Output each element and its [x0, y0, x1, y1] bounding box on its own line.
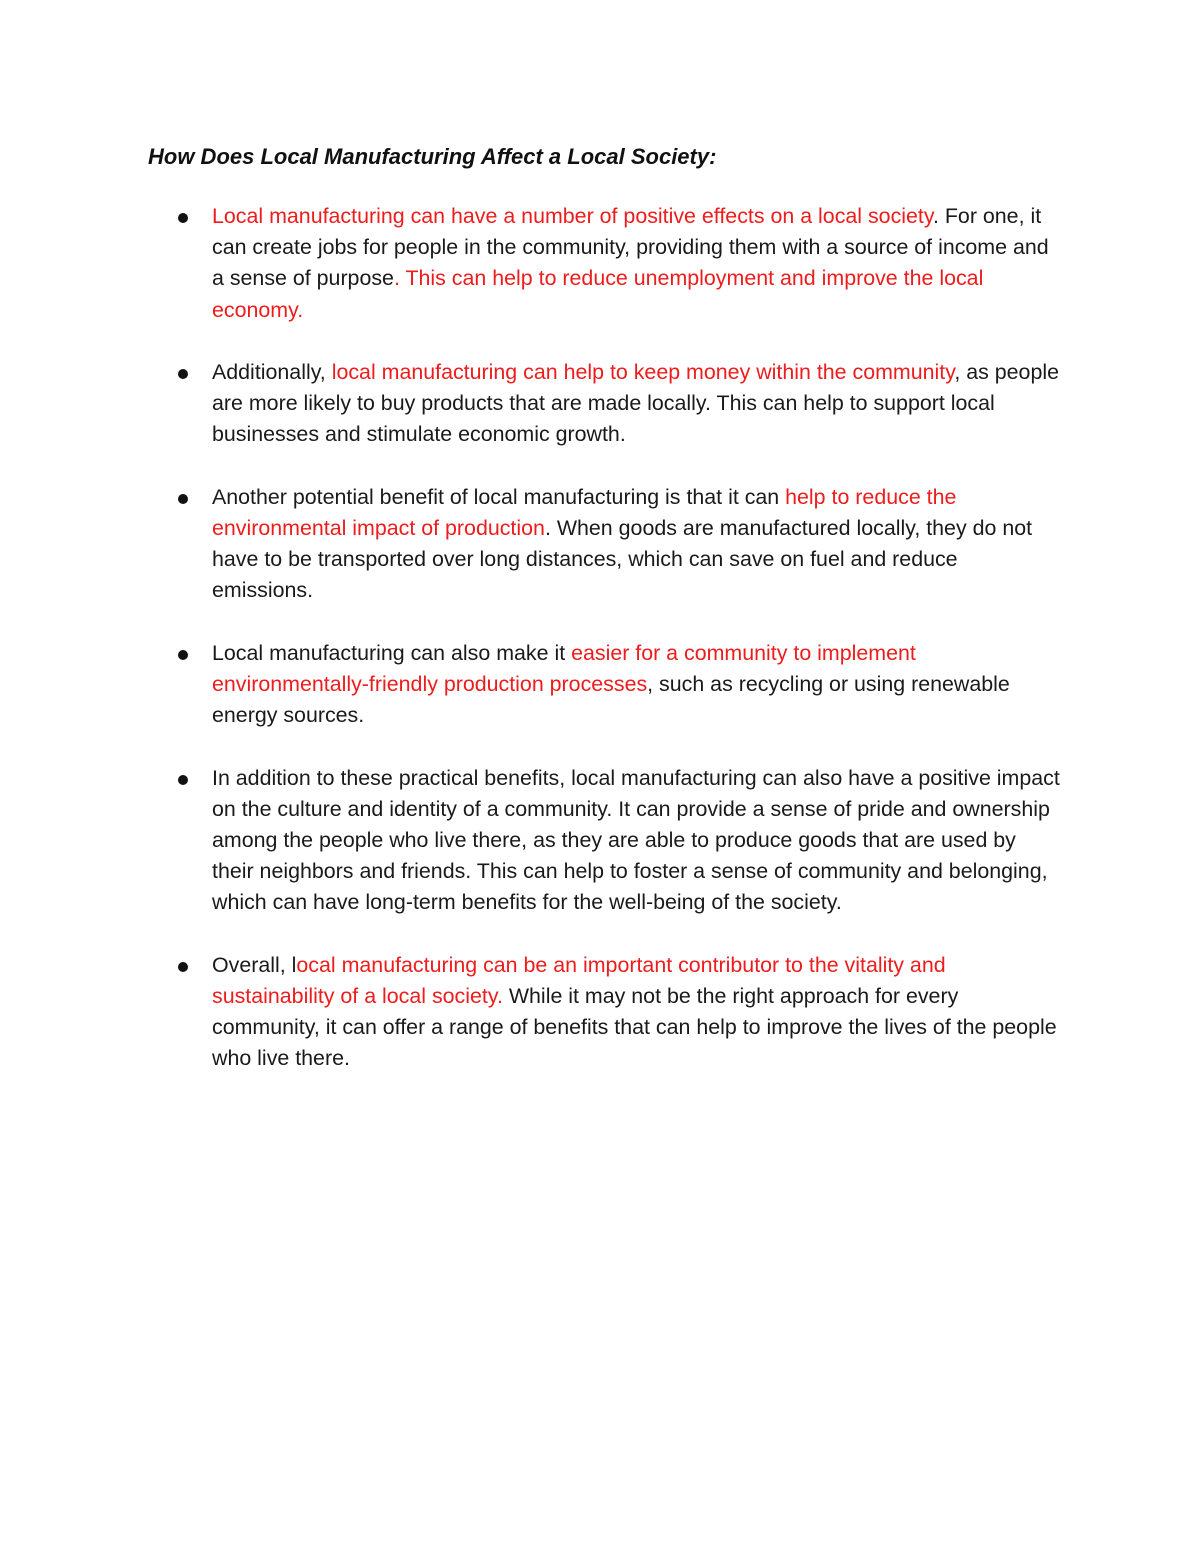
- document-title: How Does Local Manufacturing Affect a Local Society:: [148, 144, 717, 169]
- bullet-item-5: [170, 763, 1070, 919]
- bullet-text-segment: Overall, l: [212, 952, 297, 977]
- bullet-text: [212, 950, 1062, 1075]
- bullet-text: [212, 357, 1062, 451]
- bullet-text-segment: ocal manufacturing can be an important contributor to the vitality and sustainability of a local society.: [212, 952, 946, 1008]
- bullet-dot-icon: [178, 369, 188, 379]
- bullet-text-segment: While it may not be the right approach for every community, it can offer a range of benefits that can help to improve the lives of the people who live there.: [212, 984, 1057, 1071]
- bullet-text-segment: , as people are more likely to buy products that are made locally. This can help to support local businesses and stimulate economic growth.: [212, 360, 1059, 447]
- bullet-item-4: [170, 638, 1070, 732]
- bullet-text-segment: help to reduce the environmental impact of production: [212, 484, 957, 540]
- bullet-text-segment: Another potential benefit of local manufacturing is that it can: [212, 484, 786, 509]
- bullet-text-segment: In addition to these practical benefits, local manufacturing can also have a positive impact on the culture and identity of a community. It can provide a sense of pride and ownership among the people who live there, as they are able to produce goods that are used by their neighbors and friends. This can help to foster a sense of community and belonging, which can have long-term benefits for the well-being of the society.: [212, 765, 1060, 915]
- bullet-text: [212, 638, 1062, 732]
- bullet-text-segment: Local manufacturing can have a number of positive effects on a local society: [212, 204, 933, 228]
- bullet-text-segment: . For one, it can create jobs for people in the community, providing them with a source of income and a sense of purpose: [212, 204, 1049, 291]
- bullet-text-segment: Local manufacturing can also make it: [212, 640, 572, 665]
- bullet-dot-icon: [178, 962, 188, 972]
- bullet-item-3: [170, 482, 1070, 607]
- bullet-dot-icon: [178, 213, 188, 223]
- bullet-text-segment: easier for a community to implement environmentally-friendly production processes: [212, 640, 916, 696]
- bullet-dot-icon: [178, 775, 188, 785]
- bullet-dot-icon: [178, 494, 188, 504]
- bullet-text-segment: . When goods are manufactured locally, they do not have to be transported over long distances, which can save on fuel and reduce emissions.: [212, 516, 1033, 603]
- bullet-dot-icon: [178, 650, 188, 660]
- bullet-list: [170, 201, 1070, 1106]
- bullet-item-2: [170, 357, 1070, 451]
- bullet-text: [212, 763, 1062, 919]
- bullet-item-6: [170, 950, 1070, 1075]
- bullet-text-segment: , such as recycling or using renewable energy sources.: [212, 672, 1010, 728]
- bullet-text: [212, 201, 1062, 326]
- bullet-item-1: [170, 201, 1070, 326]
- bullet-text-segment: local manufacturing can help to keep money within the community: [331, 360, 955, 384]
- bullet-text-segment: . This can help to reduce unemployment and improve the local economy.: [212, 266, 984, 322]
- bullet-text-segment: Additionally,: [212, 360, 332, 384]
- bullet-text: [212, 482, 1062, 607]
